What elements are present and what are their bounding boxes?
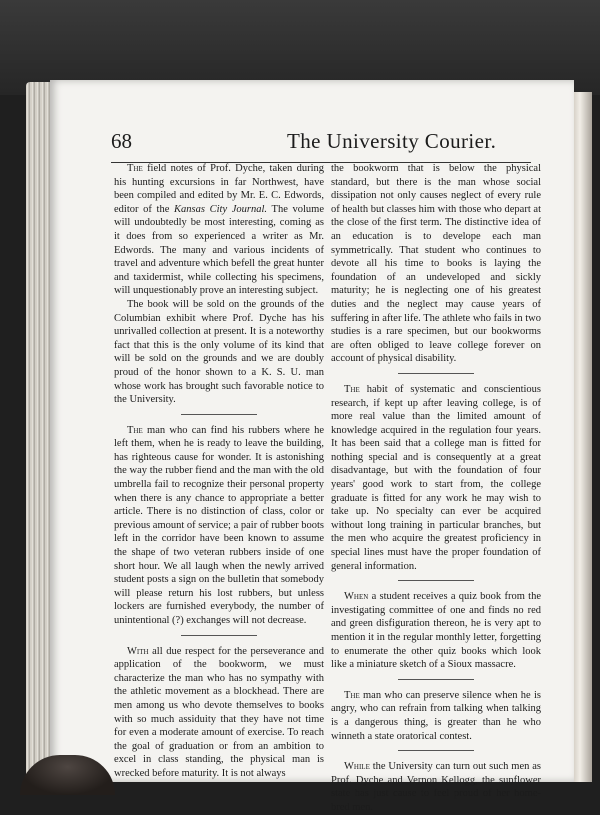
article-lead: With [127,645,149,657]
section-divider [398,580,474,581]
section-divider [181,635,257,636]
journal-name: Kansas City Journal. [174,203,268,215]
article-text: field notes of Prof. Dyche, taken during his hunting excursions in far Northwest, have been compiled and edited by Mr. E. C. Edwords, editor of the [114,163,324,215]
article-lead: When [344,591,369,603]
article-text: all due respect for the perseverance and application of the bookworm, we must characterize the man who has no sympathy with the athletic movement as a blockhead. There are men among us who devote themselves to books with so much assiduity that they have not time for even a moderate amount of exercise. To reach the goal of graduation or from an ambition to excel in class standing, the physical man is wrecked before maturity. It is not always [114,645,324,779]
article-lead: The [344,689,360,701]
article-text: man who can preserve silence when he is angry, who can refrain from talking when talking is a dangerous thing, is greater than he who winneth a state oratorical contest. [331,689,541,742]
running-header [111,128,531,163]
article-rubbers [114,424,324,628]
section-divider [398,750,474,751]
article-lead: The [127,163,143,174]
article-lead: The [344,383,360,395]
article-quiz-book [331,590,541,672]
article-home-bred [331,760,541,814]
section-divider [398,373,474,374]
section-divider [181,414,257,415]
journal-title: The University Courier. [287,129,497,153]
article-field-notes [114,162,324,298]
book-page [50,80,574,813]
section-divider [398,679,474,680]
article-text: the University can turn out such men as Prof. Dyche and Vernon Kellogg, the sunflower state has just cause to feel proud of her home-bred men. [331,761,541,813]
article-bookworm-continued: the bookworm that is below the physical standard, but there is the man whose social dissipation not only causes neglect of every rule of health but classes him with those who depart at the close of the first term. The distinctive idea of an education is to develope each man symmetrically. That student who continues to devote all his time to books is laying the foundation of an undeveloped and sickly maturity; he is neglecting one of his greatest duties and the neglect may cause years of suffering in after life. The athlete who fails in two studies is a rare specimen, but our bookworms are often obliged to leave college forever on account of physical disability. [331,163,541,365]
article-bookworm [114,645,324,781]
article-lead: While [344,761,370,773]
article-text: The volume will undoubtedly be most interesting, coming as it does from so experienced a writer as Mr. Edwords. The many and various incidents of travel and adventure which befell the great hunter and taxidermist, while collecting his specimens, will unquestionably prove an interesting subject. [114,203,324,297]
article-research [331,383,541,573]
article-text: habit of systematic and conscientious research, if kept up after leaving college, is of more real value than the limited amount of knowledge acquired in the regulation four years. It has been said that a college man is fitted for nothing special and is consequently at a great disadvantage, but with the foundation of four years' good work to start from, the college graduate is fitted for any work he may wish to take up. No specialty can ever be acquired without long training in particular branches, but the men who acquire the greatest proficiency in special lines must have the proper foundation of general information. [331,383,541,572]
left-column [114,162,324,781]
book-right-edge [572,92,592,782]
article-lead: The [127,424,143,436]
page-number: 68 [111,129,132,153]
right-column [331,162,541,815]
article-book-sale: The book will be sold on the grounds of the Columbian exhibit where Prof. Dyche has his unrivalled collection at present. It is a noteworthy fact that this is the only volume of its kind that will be sold on the grounds and we are doubly proud of the honor shown to a K. S. U. man whose work has brought such favorable notice to the University. [114,298,324,406]
article-text: man who can find his rubbers where he left them, when he is ready to leave the building, has righteous cause for wonder. It is astonishing the way the rubber fiend and the man with the old umbrella fail to recognize their personal property when there is any chance to appropriate a better article. There is no distinction of class, color or previous amount of service; a pair of rubber boots left in the corridor have been known to assume the shape of two veteran rubbers inside of one short hour. We all laugh when the newly arrived student posts a sign on the bulletin that somebody will please return his lost rubbers, but unless lockers are furnished everybody, the number of unintentional (?) exchanges will not decrease. [114,424,324,626]
article-text: a student receives a quiz book from the investigating committee of one and finds no red and green disfiguration thereon, he is very apt to mention it in the regular monthly letter, forgetting to enumerate the other quiz books which look like a miniature sketch of a Sioux massacre. [331,591,541,671]
article-silence [331,689,541,743]
